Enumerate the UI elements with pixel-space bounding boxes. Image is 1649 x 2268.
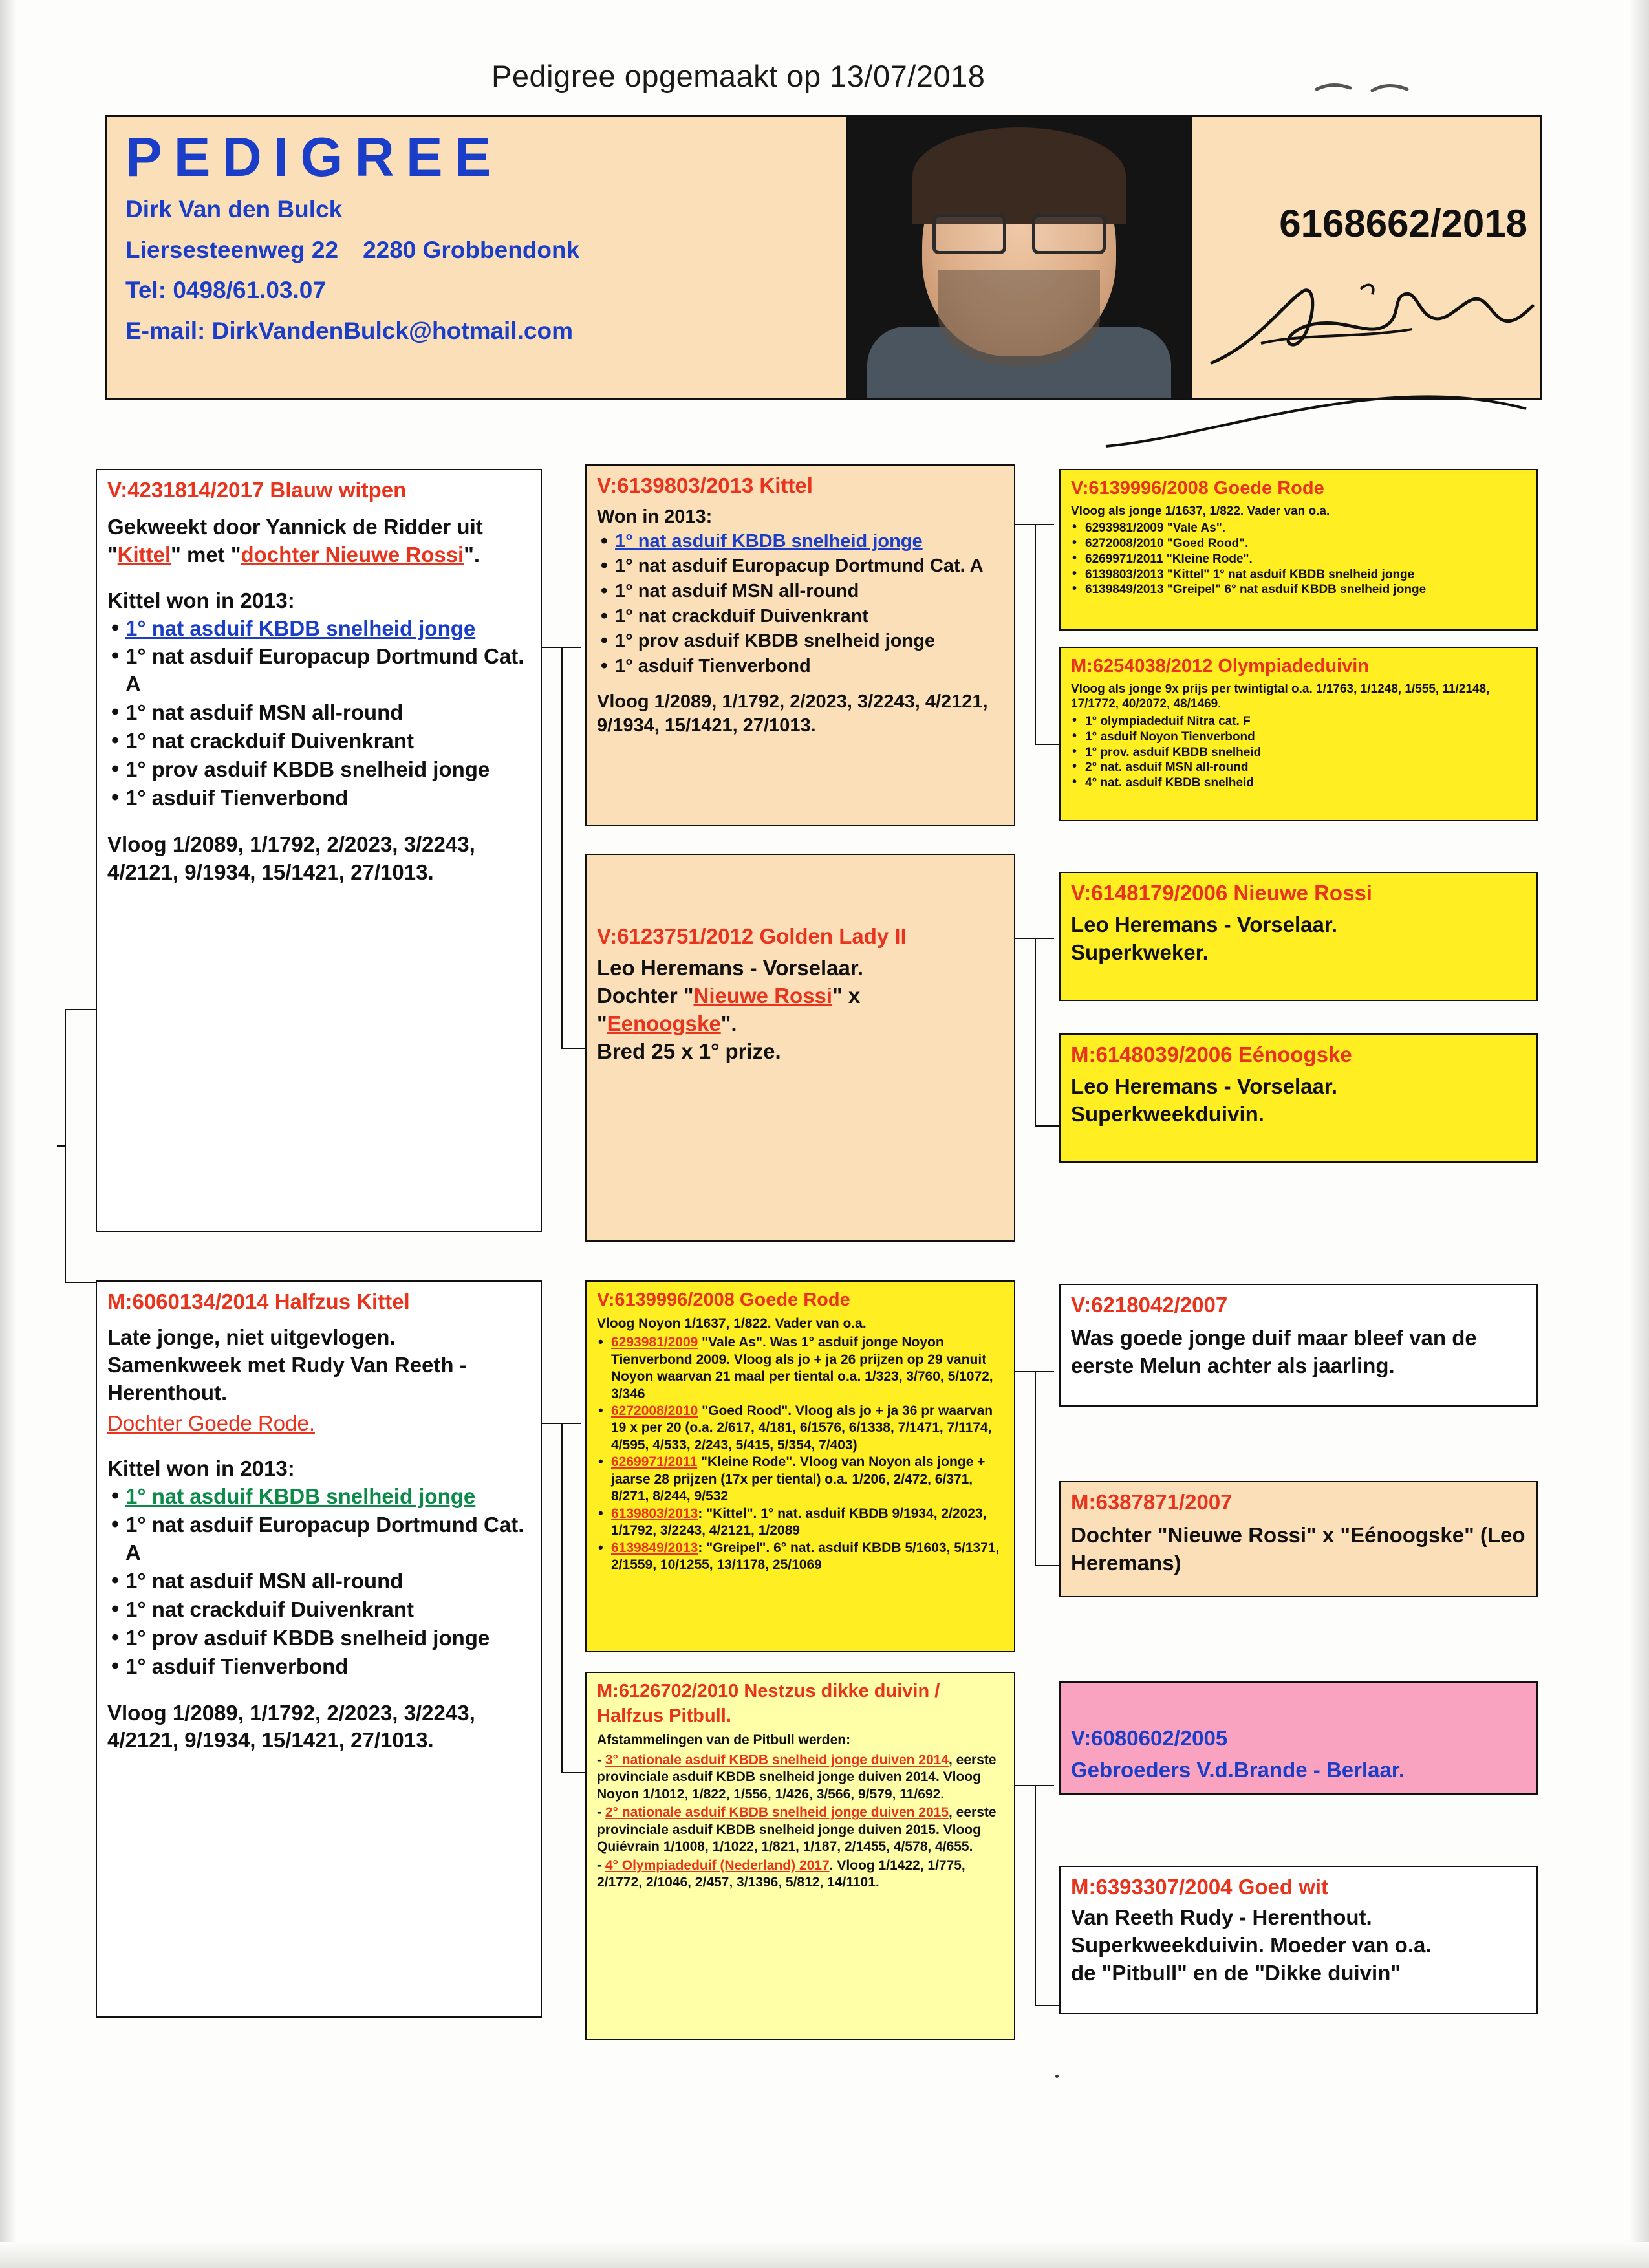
- gen2-ff-wins-list: [597, 530, 1005, 679]
- gen2-fm-bred: Bred 25 x 1° prize.: [597, 1039, 781, 1063]
- list-item: • 1° nat asduif Europacup Dortmund Cat. A: [107, 1511, 532, 1567]
- father-vloog: Vloog 1/2089, 1/1792, 2/2023, 3/2243, 4/2121, 9/1934, 15/1421, 27/1013.: [107, 832, 475, 884]
- gen3-ffm-box: [1059, 647, 1538, 821]
- list-item: • 6272008/2010 "Goed Rood".: [1071, 536, 1527, 552]
- list-item: • 1° asduif Tienverbond: [107, 784, 532, 812]
- pedigree-header: [105, 115, 1542, 400]
- mother-note: Late jonge, niet uitgevlogen. Samenkweek met Rudy Van Reeth - Herenthout.: [107, 1324, 467, 1405]
- signature-tail-icon: [1099, 382, 1552, 459]
- owner-name: Dirk Van den Bulck: [125, 196, 343, 223]
- father-wins-label: Kittel won in 2013:: [107, 588, 295, 612]
- list-item: • 1° nat asduif Europacup Dortmund Cat. A: [107, 643, 532, 698]
- header-owner-block: [107, 117, 848, 398]
- mother-origin: Dochter Goede Rode.: [107, 1410, 316, 1435]
- gen3-fmm-note: Superkweekduivin.: [1071, 1101, 1264, 1126]
- list-item: • 1° asduif Noyon Tienverbond: [1071, 729, 1527, 745]
- gen2-mm-heading: M:6126702/2010 Nestzus dikke duivin / Halfzus Pitbull.: [597, 1681, 940, 1726]
- list-item: • 6139803/2013: "Kittel". 1° nat. asduif KBDB 9/1934, 2/2023, 1/1792, 3/2243, 4/2121, 1/2089: [597, 1506, 1005, 1540]
- list-item: • 1° nat asduif MSN all-round: [107, 1568, 532, 1595]
- mother-vloog: Vloog 1/2089, 1/1792, 2/2023, 3/2243, 4/2121, 9/1934, 15/1421, 27/1013.: [107, 1700, 475, 1753]
- list-item: • 6139803/2013 "Kittel" 1° nat asduif KBDB snelheid jonge: [1071, 567, 1527, 583]
- connector: [561, 1423, 563, 1772]
- father-origin-rossi: dochter Nieuwe Rossi: [241, 542, 464, 567]
- header-band-block: [1192, 117, 1540, 398]
- gen3-fff-items: [1071, 521, 1527, 598]
- gen2-ff-heading: V:6139803/2013 Kittel: [597, 473, 813, 497]
- gen3-fmf-box: [1059, 872, 1538, 1001]
- gen2-mf-heading: V:6139996/2008 Goede Rode: [597, 1290, 850, 1310]
- list-item: • 6272008/2010 "Goed Rood". Vloog als jo + ja 36 pr waarvan 19 x per 20 (o.a. 2/617, 4/181, 6/1576, 6/1338, 7/1471, 7/1174, 4/595, 4/533, 2/243, 5/415, 5/354, 7/403): [597, 1403, 1005, 1454]
- list-item: • 6139849/2013: "Greipel". 6° nat. asduif KBDB 5/1603, 5/1371, 2/1559, 10/1255, 13/1178, 25/1069: [597, 1540, 1005, 1574]
- list-item: • 1° asduif Tienverbond: [107, 1653, 532, 1681]
- father-origin-a: Gekweekt door Yannick de Ridder uit ": [107, 514, 483, 567]
- list-item: • 1° nat asduif MSN all-round: [107, 699, 532, 727]
- list-item: • 1° nat asduif MSN all-round: [597, 579, 1005, 604]
- gen3-mmm-note-2: de "Pitbull" en de "Dikke duivin": [1071, 1960, 1401, 1985]
- gen3-mmf-breeder: Gebroeders V.d.Brande - Berlaar.: [1071, 1757, 1405, 1782]
- connector: [65, 1282, 96, 1283]
- list-item: • 1° prov asduif KBDB snelheid jonge: [107, 756, 532, 784]
- mother-box: [96, 1280, 542, 2018]
- signature-icon: [1199, 266, 1548, 382]
- staple-marks-icon: [1313, 78, 1416, 103]
- list-item: • 1° prov. asduif KBDB snelheid: [1071, 745, 1527, 761]
- list-item: • 1° nat asduif KBDB snelheid jonge: [107, 615, 532, 643]
- father-origin-c: ".: [464, 542, 480, 567]
- connector: [1035, 1565, 1061, 1566]
- gen2-mf-box: [585, 1280, 1015, 1652]
- gen3-mfm-heading: M:6387871/2007: [1071, 1490, 1233, 1514]
- gen3-mmf-box: [1059, 1681, 1538, 1795]
- list-item: • 1° nat crackduif Duivenkrant: [107, 1596, 532, 1624]
- band-number: 6168662/2018: [1279, 202, 1527, 245]
- list-item: • 6139849/2013 "Greipel" 6° nat asduif KBDB snelheid jonge: [1071, 582, 1527, 598]
- gen3-fmf-heading: V:6148179/2006 Nieuwe Rossi: [1071, 881, 1372, 905]
- connector: [561, 1048, 587, 1049]
- scan-edge-bottom: [0, 2242, 1649, 2268]
- mother-wins-label: Kittel won in 2013:: [107, 1456, 295, 1481]
- list-item: • 1° nat asduif KBDB snelheid jonge: [107, 1483, 532, 1511]
- connector: [1035, 1785, 1036, 2005]
- gen2-mm-box: [585, 1672, 1015, 2040]
- father-origin: [107, 513, 532, 569]
- gen3-ffm-items: [1071, 714, 1527, 791]
- gen3-ffm-intro: Vloog als jonge 9x prijs per twintigtal o.a. 1/1763, 1/1248, 1/555, 11/2148, 17/1772, 40/2072, 48/1469.: [1071, 682, 1490, 711]
- list-item: • 2° nat. asduif MSN all-round: [1071, 760, 1527, 775]
- gen3-mfm-box: [1059, 1481, 1538, 1597]
- list-item: • 1° nat asduif KBDB snelheid jonge: [597, 530, 1005, 554]
- connector: [1035, 1371, 1036, 1565]
- gen3-fff-intro: Vloog als jonge 1/1637, 1/822. Vader van o.a.: [1071, 504, 1330, 518]
- connector: [1035, 744, 1061, 745]
- list-item: • 1° prov asduif KBDB snelheid jonge: [107, 1625, 532, 1652]
- owner-address: [125, 233, 846, 268]
- gen2-mf-items: [597, 1334, 1005, 1573]
- gen3-mmm-heading: M:6393307/2004 Goed wit: [1071, 1875, 1329, 1899]
- gen2-fm-origin: Dochter "Nieuwe Rossi" x "Eenoogske".: [597, 983, 861, 1035]
- gen2-mm-block-2: - 2° nationale asduif KBDB snelheid jonge duiven 2015, eerste provinciale asduif KBDB snelheid jonge duiven 2015. Vloog Quiévrain 1/1008, 1/1022, 1/821, 1/187, 2/1455, 4/578, 4/655.: [597, 1805, 997, 1855]
- gen2-mm-block-3: - 4° Olympiadeduif (Nederland) 2017. Vloog 1/1422, 1/775, 2/1772, 2/1046, 2/457, 3/1396, 5/812, 14/1101.: [597, 1857, 965, 1890]
- connector: [1035, 938, 1036, 1125]
- gen2-ff-box: [585, 464, 1015, 826]
- gen2-mm-block-1: - 3° nationale asduif KBDB snelheid jonge duiven 2014, eerste provinciale asduif KBDB snelheid jonge duiven 2014. Vloog Noyon 1/1012, 1/822, 1/556, 1/426, 3/566, 9/579, 11/692.: [597, 1752, 997, 1802]
- gen3-mmm-box: [1059, 1866, 1538, 2014]
- list-item: • 6293981/2009 "Vale As".: [1071, 521, 1527, 536]
- owner-phone: Tel: 0498/61.03.07: [125, 277, 326, 304]
- gen3-fmm-breeder: Leo Heremans - Vorselaar.: [1071, 1074, 1338, 1098]
- address-street: Liersesteenweg 22: [125, 236, 339, 263]
- glasses-icon: [932, 214, 1106, 249]
- gen3-fff-box: [1059, 469, 1538, 631]
- gen3-mff-note: Was goede jonge duif maar bleef van de eerste Melun achter als jaarling.: [1071, 1325, 1477, 1377]
- connector: [57, 1145, 66, 1147]
- gen3-fmm-box: [1059, 1033, 1538, 1163]
- photo-hair: [912, 127, 1126, 224]
- pedigree-word: PEDIGREE: [125, 127, 503, 188]
- gen2-ff-vloog: Vloog 1/2089, 1/1792, 2/2023, 3/2243, 4/2121, 9/1934, 15/1421, 27/1013.: [597, 691, 988, 737]
- gen3-mmm-breeder: Van Reeth Rudy - Herenthout.: [1071, 1905, 1372, 1929]
- connector: [1035, 524, 1036, 744]
- gen3-ffm-heading: M:6254038/2012 Olympiadeduivin: [1071, 656, 1369, 676]
- father-wins-list: [107, 615, 532, 812]
- list-item: • 1° nat asduif Europacup Dortmund Cat. A: [597, 554, 1005, 579]
- gen2-mm-intro: Afstammelingen van de Pitbull werden:: [597, 1733, 851, 1748]
- connector: [1035, 1125, 1061, 1127]
- father-origin-b: " met ": [171, 542, 241, 567]
- gen3-mmm-note-1: Superkweekduivin. Moeder van o.a.: [1071, 1932, 1432, 1957]
- list-item: • 4° nat. asduif KBDB snelheid: [1071, 775, 1527, 791]
- connector: [561, 647, 563, 1048]
- list-item: • 1° prov asduif KBDB snelheid jonge: [597, 629, 1005, 654]
- gen3-mfm-note: Dochter "Nieuwe Rossi" x "Eénoogske" (Leo Heremans): [1071, 1522, 1525, 1575]
- gen3-fmf-breeder: Leo Heremans - Vorselaar.: [1071, 912, 1338, 936]
- gen2-mf-intro: Vloog Noyon 1/1637, 1/822. Vader van o.a.: [597, 1315, 867, 1331]
- mother-heading: M:6060134/2014 Halfzus Kittel: [107, 1290, 410, 1313]
- page-title: Pedigree opgemaakt op 13/07/2018: [491, 59, 986, 93]
- scan-edge-right: [1630, 0, 1649, 2268]
- gen3-mmf-heading: V:6080602/2005: [1071, 1726, 1228, 1750]
- address-city: 2280 Grobbendonk: [363, 236, 580, 263]
- connector: [561, 1772, 587, 1773]
- gen2-ff-wins-label: Won in 2013:: [597, 506, 713, 527]
- gen3-mff-heading: V:6218042/2007: [1071, 1293, 1228, 1317]
- list-item: • 1° olympiadeduif Nitra cat. F: [1071, 714, 1527, 729]
- list-item: • 6269971/2011 "Kleine Rode". Vloog van Noyon als jonge + jaarse 28 prijzen (17x per tiental) o.a. 1/206, 2/472, 6/371, 8/271, 8/244, 9/532: [597, 1454, 1005, 1505]
- connector: [1035, 2005, 1061, 2006]
- list-item: • 6293981/2009 "Vale As". Was 1° asduif jonge Noyon Tienverbond 2009. Vloog als jo + ja 26 prijzen op 29 vanuit Noyon waarvan 21 maal per tiental o.a. 1/323, 3/760, 5/1072, 3/346: [597, 1334, 1005, 1403]
- gen3-mff-box: [1059, 1284, 1538, 1407]
- list-item: • 1° nat crackduif Duivenkrant: [597, 605, 1005, 629]
- mother-wins-list: [107, 1483, 532, 1680]
- father-box: [96, 469, 542, 1232]
- list-item: • 6269971/2011 "Kleine Rode".: [1071, 552, 1527, 567]
- father-origin-kittel: Kittel: [117, 542, 171, 567]
- scan-edge-left: [0, 0, 17, 2268]
- father-heading: V:4231814/2017 Blauw witpen: [107, 478, 407, 502]
- gen2-fm-box: [585, 854, 1015, 1242]
- list-item: • 1° asduif Tienverbond: [597, 654, 1005, 679]
- gen3-fmf-note: Superkweker.: [1071, 940, 1209, 964]
- gen2-fm-breeder: Leo Heremans - Vorselaar.: [597, 955, 864, 980]
- gen2-fm-heading: V:6123751/2012 Golden Lady II: [597, 924, 907, 948]
- gen3-fmm-heading: M:6148039/2006 Eénoogske: [1071, 1042, 1352, 1066]
- photo-beard: [938, 270, 1100, 367]
- owner-photo: [848, 117, 1192, 398]
- list-item: • 1° nat crackduif Duivenkrant: [107, 728, 532, 755]
- connector: [65, 1009, 96, 1010]
- gen3-fff-heading: V:6139996/2008 Goede Rode: [1071, 478, 1324, 499]
- scan-speck: [1055, 2075, 1059, 2078]
- owner-email: E-mail: DirkVandenBulck@hotmail.com: [125, 317, 573, 344]
